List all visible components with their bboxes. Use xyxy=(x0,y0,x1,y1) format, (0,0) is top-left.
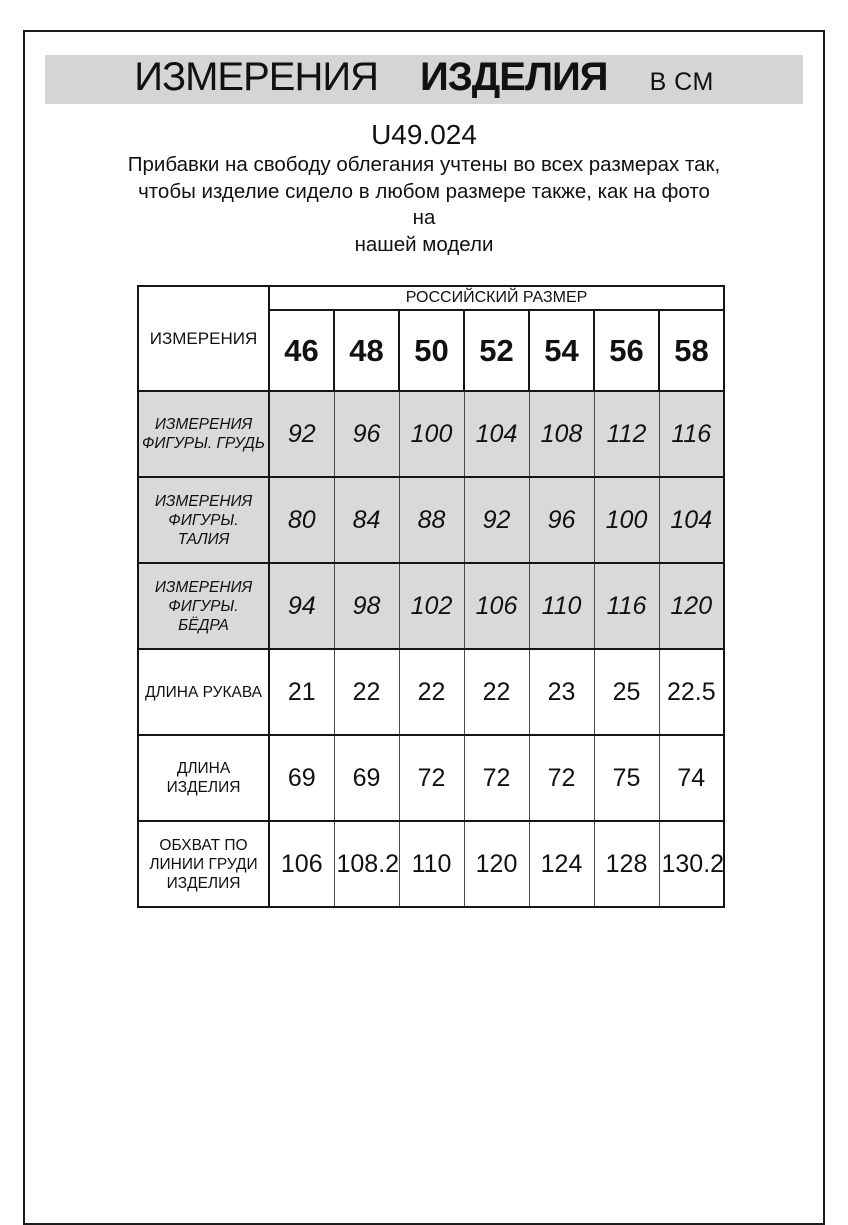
value-cell: 130.2 xyxy=(659,821,724,907)
row-label: ОБХВАТ ПО ЛИНИИ ГРУДИ ИЗДЕЛИЯ xyxy=(138,821,269,907)
row-label: ИЗМЕРЕНИЯ ФИГУРЫ. ТАЛИЯ xyxy=(138,477,269,563)
fit-note-line-1: Прибавки на свободу облегания учтены во всех размерах так, xyxy=(127,153,721,176)
value-cell: 72 xyxy=(529,735,594,821)
value-cell: 106 xyxy=(464,563,529,649)
fit-note xyxy=(124,152,724,258)
value-cell: 102 xyxy=(399,563,464,649)
row-label: ИЗМЕРЕНИЯ ФИГУРЫ. ГРУДЬ xyxy=(138,391,269,477)
value-cell: 22.5 xyxy=(659,649,724,735)
row-label: ИЗМЕРЕНИЯ ФИГУРЫ. БЁДРА xyxy=(138,563,269,649)
table-row-figure-waist xyxy=(138,477,724,563)
value-cell: 96 xyxy=(334,391,399,477)
size-cell: 54 xyxy=(529,310,594,391)
table-row-figure-hips xyxy=(138,563,724,649)
value-cell: 69 xyxy=(269,735,334,821)
value-cell: 120 xyxy=(464,821,529,907)
title-word-measurements: ИЗМЕРЕНИЯ xyxy=(134,55,378,99)
value-cell: 74 xyxy=(659,735,724,821)
size-header-label: РОССИЙСКИЙ РАЗМЕР xyxy=(269,286,724,310)
value-cell: 88 xyxy=(399,477,464,563)
value-cell: 124 xyxy=(529,821,594,907)
size-cell: 48 xyxy=(334,310,399,391)
value-cell: 72 xyxy=(399,735,464,821)
row-label: ДЛИНА РУКАВА xyxy=(138,649,269,735)
value-cell: 112 xyxy=(594,391,659,477)
value-cell: 120 xyxy=(659,563,724,649)
value-cell: 21 xyxy=(269,649,334,735)
value-cell: 69 xyxy=(334,735,399,821)
value-cell: 128 xyxy=(594,821,659,907)
value-cell: 94 xyxy=(269,563,334,649)
value-cell: 25 xyxy=(594,649,659,735)
size-cell: 58 xyxy=(659,310,724,391)
value-cell: 104 xyxy=(659,477,724,563)
fit-note-line-3: нашей модели xyxy=(354,232,494,256)
size-table xyxy=(137,285,725,908)
fit-note-line-2: чтобы изделие сидело в любом размере также, как на фото на xyxy=(138,179,710,229)
table-corner-label: ИЗМЕРЕНИЯ xyxy=(138,286,269,391)
table-row-figure-chest xyxy=(138,391,724,477)
title-bar xyxy=(45,55,803,104)
value-cell: 108.2 xyxy=(334,821,399,907)
value-cell: 100 xyxy=(594,477,659,563)
value-cell: 75 xyxy=(594,735,659,821)
value-cell: 108 xyxy=(529,391,594,477)
value-cell: 96 xyxy=(529,477,594,563)
value-cell: 84 xyxy=(334,477,399,563)
table-row-garment-length xyxy=(138,735,724,821)
product-code: U49.024 xyxy=(371,119,477,150)
value-cell: 92 xyxy=(464,477,529,563)
value-cell: 104 xyxy=(464,391,529,477)
value-cell: 110 xyxy=(399,821,464,907)
value-cell: 110 xyxy=(529,563,594,649)
value-cell: 100 xyxy=(399,391,464,477)
value-cell: 22 xyxy=(464,649,529,735)
value-cell: 116 xyxy=(659,391,724,477)
row-label: ДЛИНА ИЗДЕЛИЯ xyxy=(138,735,269,821)
value-cell: 23 xyxy=(529,649,594,735)
table-row-sleeve-length xyxy=(138,649,724,735)
value-cell: 22 xyxy=(334,649,399,735)
size-cell: 52 xyxy=(464,310,529,391)
value-cell: 98 xyxy=(334,563,399,649)
value-cell: 80 xyxy=(269,477,334,563)
value-cell: 116 xyxy=(594,563,659,649)
value-cell: 22 xyxy=(399,649,464,735)
size-cell: 56 xyxy=(594,310,659,391)
table-row-garment-chest-girth xyxy=(138,821,724,907)
size-cell: 50 xyxy=(399,310,464,391)
value-cell: 72 xyxy=(464,735,529,821)
title-word-garment: ИЗДЕЛИЯ xyxy=(420,55,608,99)
title-unit-cm: В СМ xyxy=(649,68,714,96)
value-cell: 106 xyxy=(269,821,334,907)
value-cell: 92 xyxy=(269,391,334,477)
table-header-row xyxy=(138,286,724,310)
size-cell: 46 xyxy=(269,310,334,391)
